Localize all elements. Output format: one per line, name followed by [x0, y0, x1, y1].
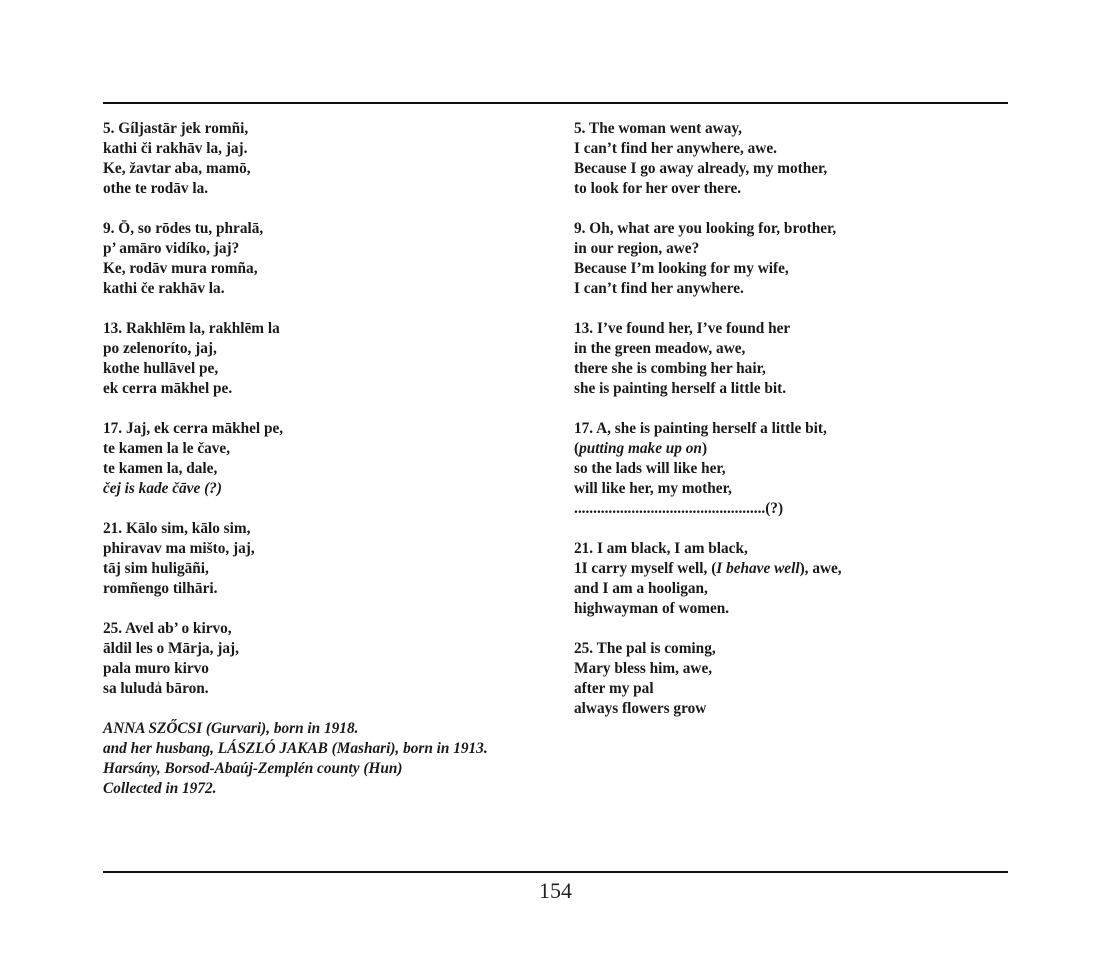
verse-line: Because I’m looking for my wife, [574, 260, 789, 277]
paren-close: ) [701, 440, 708, 457]
top-rule [103, 102, 1008, 104]
verse-line: will like her, my mother, [574, 480, 732, 497]
verse-line: Mary bless him, awe, [574, 660, 713, 677]
verse-line: p’ amāro vidíko, jaj? [103, 240, 240, 257]
verse-line: 13. Rakhlēm la, rakhlēm la [103, 320, 280, 337]
verse-line: po zelenoríto, jaj, [103, 340, 217, 357]
verse-line: and I am a hooligan, [574, 580, 708, 597]
verse-line: 17. A, she is painting herself a little bit, [574, 420, 827, 437]
verse-line: so the lads will like her, [574, 460, 726, 477]
stanza-5-original [103, 119, 553, 199]
line-text: 1I carry myself well, ( [574, 560, 717, 577]
verse-line: kathi či rakhāv la, jaj. [103, 140, 248, 157]
verse-line: 5. The woman went away, [574, 120, 742, 137]
stanza-25-translation [574, 639, 1004, 719]
gloss-emphasis: I behave well [716, 560, 800, 577]
verse-line: Because I go away already, my mother, [574, 160, 828, 177]
stanza-17-translation [574, 419, 1004, 519]
informant-line: Collected in 1972. [103, 780, 217, 797]
verse-line: pala muro kirvo [103, 660, 209, 677]
verse-line: ek cerra mākhel pe. [103, 380, 233, 397]
verse-line: 21. Kālo sim, kālo sim, [103, 520, 251, 537]
verse-line-uncertain: čej is kade čāve (?) [103, 480, 222, 497]
informant-line: Harsány, Borsod-Abaúj-Zemplén county (Hun) [103, 760, 403, 777]
verse-line: Ke, rodāv mura romña, [103, 260, 258, 277]
gloss-emphasis: putting make up on [579, 440, 702, 457]
paren-open: ( [574, 440, 580, 457]
bottom-rule [103, 871, 1008, 873]
verse-line: she is painting herself a little bit. [574, 380, 787, 397]
verse-line: āldil les o Mārja, jaj, [103, 640, 239, 657]
translation-column [574, 119, 1004, 739]
stanza-21-original [103, 519, 553, 599]
verse-line: kothe hullāvel pe, [103, 360, 219, 377]
verse-line: 17. Jaj, ek cerra mākhel pe, [103, 420, 284, 437]
verse-line: Ke, žavtar aba, mamō, [103, 160, 251, 177]
verse-line: kathi če rakhāv la. [103, 280, 225, 297]
verse-line: 25. The pal is coming, [574, 640, 716, 657]
verse-line: te kamen la le čave, [103, 440, 231, 457]
verse-line: to look for her over there. [574, 180, 742, 197]
stanza-17-original [103, 419, 553, 499]
verse-line: there she is combing her hair, [574, 360, 766, 377]
verse-line: in our region, awe? [574, 240, 700, 257]
page-number: 154 [539, 878, 572, 903]
verse-line: phiravav ma mišto, jaj, [103, 540, 255, 557]
verse-line: tāj sim huligāñi, [103, 560, 209, 577]
verse-line: 25. Avel ab’ o kirvo, [103, 620, 232, 637]
stanza-25-original [103, 619, 553, 699]
original-column [103, 119, 553, 819]
verse-line [574, 439, 1004, 459]
verse-line: I can’t find her anywhere, awe. [574, 140, 777, 157]
stanza-13-translation [574, 319, 1004, 399]
verse-line: te kamen la, dale, [103, 460, 218, 477]
line-text: ), awe, [799, 560, 842, 577]
verse-line: romñengo tilhāri. [103, 580, 218, 597]
stanza-9-original [103, 219, 553, 299]
verse-line-uncertain: ..................................................(?) [574, 500, 784, 517]
informant-line: ANNA SZŐCSI (Gurvari), born in 1918. [103, 720, 359, 737]
stanza-5-translation [574, 119, 1004, 199]
verse-line: 9. Oh, what are you looking for, brother, [574, 220, 837, 237]
verse-line: after my pal [574, 680, 654, 697]
verse-line: 13. I’ve found her, I’ve found her [574, 320, 791, 337]
verse-line: othe te rodāv la. [103, 180, 209, 197]
stanza-9-translation [574, 219, 1004, 299]
verse-line: 21. I am black, I am black, [574, 540, 748, 557]
stanza-21-translation [574, 539, 1004, 619]
verse-line: in the green meadow, awe, [574, 340, 746, 357]
verse-line: I can’t find her anywhere. [574, 280, 744, 297]
verse-line: sa luludẚ bāron. [103, 680, 209, 697]
verse-line: 9. Ō, so rōdes tu, phralā, [103, 220, 264, 237]
informant-info [103, 719, 553, 799]
verse-line: 5. Gíljastār jek romñi, [103, 120, 249, 137]
stanza-13-original [103, 319, 553, 399]
informant-line: and her husbang, LÁSZLÓ JAKAB (Mashari), born in 1913. [103, 740, 488, 757]
verse-line: highwayman of women. [574, 600, 730, 617]
verse-line: always flowers grow [574, 700, 707, 717]
verse-line [574, 559, 1004, 579]
